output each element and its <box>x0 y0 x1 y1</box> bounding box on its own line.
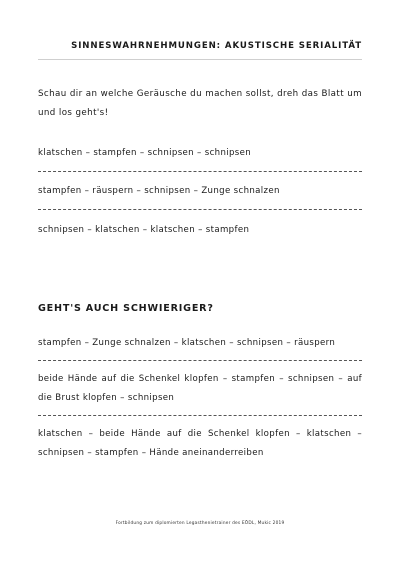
dashed-separator <box>38 415 362 416</box>
page-header-title: SINNESWAHRNEHMUNGEN: AKUSTISCHE SERIALITÄT <box>71 41 362 51</box>
hard-sequence-line-1: stampfen – Zunge schnalzen – klatschen – schnipsen – räuspern <box>38 338 336 348</box>
section-title-harder: GEHT'S AUCH SCHWIERIGER? <box>38 303 214 314</box>
dashed-separator <box>38 360 362 361</box>
header-divider <box>38 59 362 60</box>
hard-sequence-line-2: beide Hände auf die Schenkel klopfen – stampfen – schnipsen – auf die Brust klopfen – schnipsen <box>38 374 362 403</box>
dashed-separator <box>38 171 362 172</box>
hard-sequence-line-3: klatschen – beide Hände auf die Schenkel klopfen – klatschen – schnipsen – stampfen – Hände aneinanderreiben <box>38 429 362 458</box>
intro-instruction: Schau dir an welche Geräusche du machen sollst, dreh das Blatt um und los geht's! <box>38 89 362 118</box>
dashed-separator <box>38 209 362 210</box>
sequence-line-2: stampfen – räuspern – schnipsen – Zunge schnalzen <box>38 186 280 196</box>
footer-credit: Fortbildung zum diplomierten Legasthenietrainer des EÖDL, Mukic 2019 <box>115 521 285 526</box>
sequence-line-3: schnipsen – klatschen – klatschen – stampfen <box>38 225 250 235</box>
sequence-line-1: klatschen – stampfen – schnipsen – schnipsen <box>38 148 252 158</box>
